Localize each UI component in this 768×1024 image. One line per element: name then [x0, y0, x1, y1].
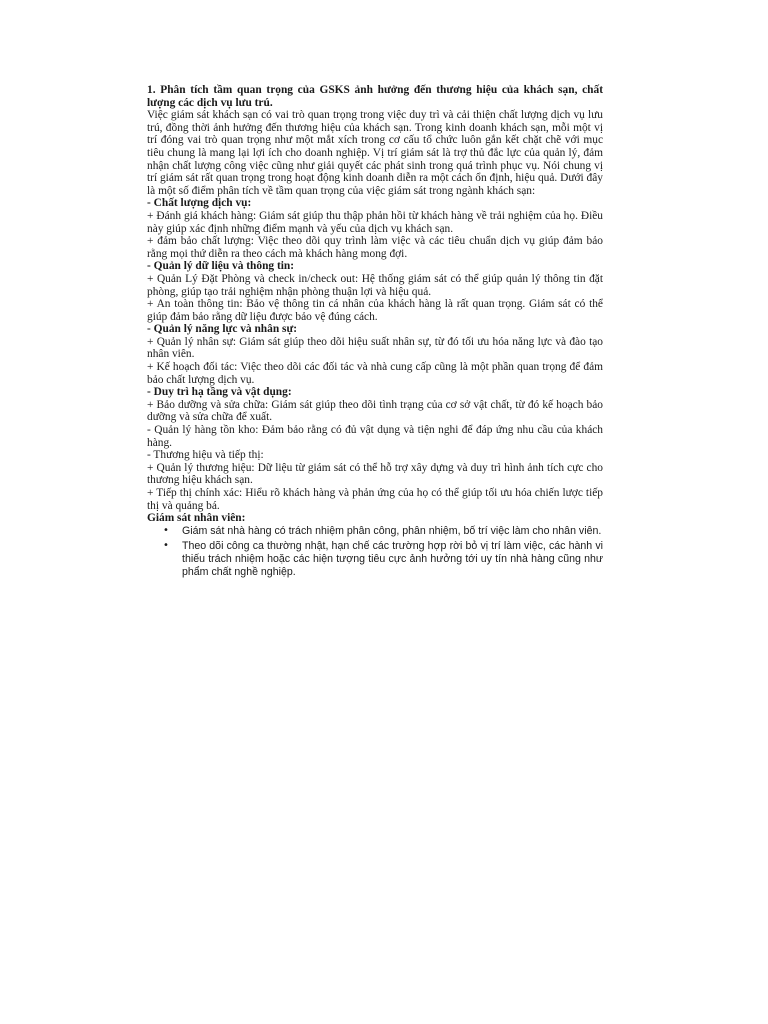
section-item: + Đánh giá khách hàng: Giám sát giúp thu thập phản hồi từ khách hàng về trải nghiệm của họ. Điều này giúp xác định những điểm mạnh và yếu của dịch vụ khách sạn.: [147, 209, 603, 235]
section-item: + Quản lý nhân sự: Giám sát giúp theo dõi hiệu suất nhân sự, từ đó tối ưu hóa năng lực và đào tạo nhân viên.: [147, 335, 603, 361]
section-item: + Tiếp thị chính xác: Hiểu rõ khách hàng và phản ứng của họ có thể giúp tối ưu hóa chiến lược tiếp thị và quảng bá.: [147, 487, 603, 512]
section-item: + Quản lý thương hiệu: Dữ liệu từ giám sát có thể hỗ trợ xây dựng và duy trì hình ảnh tích cực cho thương hiệu khách sạn.: [147, 461, 603, 487]
section-item: + Bảo dưỡng và sửa chữa: Giám sát giúp theo dõi tình trạng của cơ sở vật chất, từ đó kế hoạch bảo dưỡng và sửa chữa để xuất.: [147, 398, 603, 424]
section-item: + Quản Lý Đặt Phòng và check in/check out: Hệ thống giám sát có thể giúp quản lý thông tin đặt phòng, giúp tạo trải nghiệm nhận phòng thuận lợi và hiệu quả.: [147, 272, 603, 298]
section-item: + An toàn thông tin: Bảo vệ thông tin cá nhân của khách hàng là rất quan trọng. Giám sát có thể giúp đảm bảo rằng dữ liệu được bảo vệ đúng cách.: [147, 298, 603, 323]
section-heading-infrastructure: - Duy trì hạ tầng và vật dụng:: [147, 386, 292, 399]
bullet-icon: •: [163, 524, 169, 536]
section-item: - Quản lý hàng tồn kho: Đảm bảo rằng có đủ vật dụng và tiện nghi để đáp ứng nhu cầu của khách hàng.: [147, 424, 603, 449]
list-item: [163, 524, 603, 538]
section-heading-service-quality: - Chất lượng dịch vụ:: [147, 197, 252, 210]
staff-supervision-heading: Giám sát nhân viên:: [147, 512, 246, 525]
intro-paragraph: Việc giám sát khách sạn có vai trò quan trọng trong việc duy trì và cải thiện chất lượng dịch vụ lưu trú, đồng thời ảnh hưởng đến thương hiệu của khách sạn. Trong kinh doanh khách sạn, mỗi một vị trí đóng vai trò quan trọng như một mắt xích trong cơ cấu tổ chức luôn gắn kết chặt chẽ với mục tiêu chung là mang lại lợi ích cho doanh nghiệp. Vị trí giám sát là trợ thủ đắc lực của quản lý, đảm nhận chất lượng công việc cũng như giải quyết các phát sinh trong quá trình phục vụ. Nói chung vị trí giám sát rất quan trọng trong hoạt động kinh doanh diễn ra một cách ổn định, hiệu quả. Dưới đây là một số điểm phân tích về tầm quan trọng của việc giám sát trong ngành khách sạn:: [147, 109, 603, 197]
bullet-icon: •: [163, 540, 169, 552]
section-item: - Thương hiệu và tiếp thị:: [147, 449, 264, 462]
section-item: + Kế hoạch đối tác: Việc theo dõi các đối tác và nhà cung cấp cũng là một phần quan trọng để đảm bảo chất lượng dịch vụ.: [147, 361, 603, 386]
list-item-text: Theo dõi công ca thường nhật, hạn chế các trường hợp rời bỏ vị trí làm việc, các hành vi thiếu trách nhiệm hoặc các hiện tượng tiêu cực ảnh hưởng tới uy tín nhà hàng cũng như phẩm chất nghề nghiệp.: [182, 540, 603, 578]
section-item: + đảm bảo chất lượng: Việc theo dõi quy trình làm việc và các tiêu chuẩn dịch vụ giúp đảm bảo rằng mọi thứ diễn ra theo cách mà khách hàng mong đợi.: [147, 235, 603, 260]
list-item-text: Giám sát nhà hàng có trách nhiệm phân công, phân nhiệm, bố trí việc làm cho nhân viên.: [182, 524, 602, 537]
list-item: [163, 540, 603, 578]
document-body: [147, 84, 603, 581]
section-heading-staff-capacity: - Quản lý năng lực và nhân sự:: [147, 323, 298, 336]
staff-bullet-list: [147, 525, 603, 578]
section-heading-data-management: - Quản lý dữ liệu và thông tin:: [147, 260, 295, 273]
document-title: 1. Phân tích tầm quan trọng của GSKS ảnh hưởng đến thương hiệu của khách sạn, chất lượng các dịch vụ lưu trú.: [147, 84, 603, 109]
